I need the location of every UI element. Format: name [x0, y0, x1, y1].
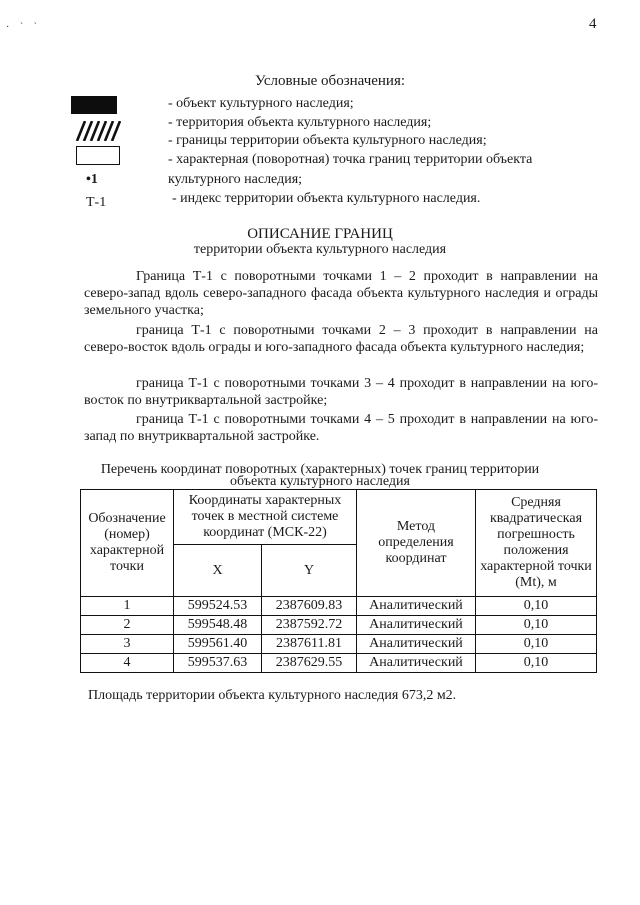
legend-title: Условные обозначения:: [255, 73, 406, 89]
coordinates-table: [80, 489, 597, 673]
cell-x: 599524.53: [174, 597, 262, 616]
cell-point-number: 3: [81, 635, 174, 654]
border-paragraph-1: Граница Т-1 с поворотными точками 1 – 2 проходит в направлении на северо-запад вдоль северо-западного фасада объекта культурного наследия и ограды земельного участка;: [84, 269, 598, 318]
cell-x: 599537.63: [174, 654, 262, 673]
cell-method: Аналитический: [357, 635, 476, 654]
header-coords-group: Координаты характерных точек в местной системе координат (МСК-22): [174, 490, 357, 545]
cell-point-number: 4: [81, 654, 174, 673]
legend-item-index: - индекс территории объекта культурного наследия.: [172, 191, 481, 206]
legend-item-turning-point-cont: культурного наследия;: [168, 172, 303, 187]
cell-mt: 0,10: [476, 635, 597, 654]
table-row: [81, 616, 597, 635]
table-row: [81, 654, 597, 673]
table-row: [81, 635, 597, 654]
legend-item-territory: - территория объекта культурного наследия;: [168, 115, 432, 130]
table-caption-line-2: объекта культурного наследия: [230, 474, 410, 489]
scan-specks: · ` `: [6, 22, 41, 33]
cell-y: 2387629.55: [262, 654, 357, 673]
turning-point-symbol: •1: [86, 172, 98, 187]
cell-method: Аналитический: [357, 654, 476, 673]
header-y: Y: [262, 545, 357, 597]
page-number: 4: [589, 16, 597, 32]
area-statement: Площадь территории объекта культурного наследия 673,2 м2.: [88, 688, 457, 703]
table-row: [81, 597, 597, 616]
cell-method: Аналитический: [357, 616, 476, 635]
border-paragraph-3: граница Т-1 с поворотными точками 3 – 4 проходит в направлении на юго-восток по внутриквартальной застройке;: [84, 376, 598, 408]
cell-x: 599548.48: [174, 616, 262, 635]
section-subtitle: территории объекта культурного наследия: [193, 242, 447, 257]
heritage-object-symbol: [71, 96, 117, 114]
cell-mt: 0,10: [476, 616, 597, 635]
header-x: X: [174, 545, 262, 597]
cell-y: 2387592.72: [262, 616, 357, 635]
border-paragraph-4: граница Т-1 с поворотными точками 4 – 5 проходит в направлении на юго-запад по внутриквартальной застройке.: [84, 412, 598, 444]
legend-item-heritage-object: - объект культурного наследия;: [168, 96, 354, 111]
territory-hatch-symbol: [75, 121, 121, 141]
cell-method: Аналитический: [357, 597, 476, 616]
cell-y: 2387611.81: [262, 635, 357, 654]
legend-item-borders: - границы территории объекта культурного наследия;: [168, 133, 487, 148]
header-method: Метод определения координат: [357, 490, 476, 597]
territory-border-symbol: [76, 146, 120, 165]
header-error: Средняя квадратическая погрешность положения характерной точки (Mt), м: [476, 490, 597, 597]
cell-y: 2387609.83: [262, 597, 357, 616]
cell-point-number: 2: [81, 616, 174, 635]
section-title: ОПИСАНИЕ ГРАНИЦ: [247, 226, 393, 242]
border-paragraph-2: граница Т-1 с поворотными точками 2 – 3 проходит в направлении на северо-восток вдоль ограды и юго-западного фасада объекта культурного наследия;: [84, 323, 598, 355]
cell-x: 599561.40: [174, 635, 262, 654]
table-header-row: [81, 490, 597, 545]
cell-mt: 0,10: [476, 654, 597, 673]
legend-item-turning-point: - характерная (поворотная) точка границ территории объекта: [168, 152, 533, 167]
cell-point-number: 1: [81, 597, 174, 616]
cell-mt: 0,10: [476, 597, 597, 616]
table-caption-line-1: Перечень координат поворотных (характерных) точек границ территории: [100, 462, 540, 477]
territory-index-symbol: Т-1: [86, 195, 107, 210]
header-designation: Обозначение (номер) характерной точки: [81, 490, 174, 597]
